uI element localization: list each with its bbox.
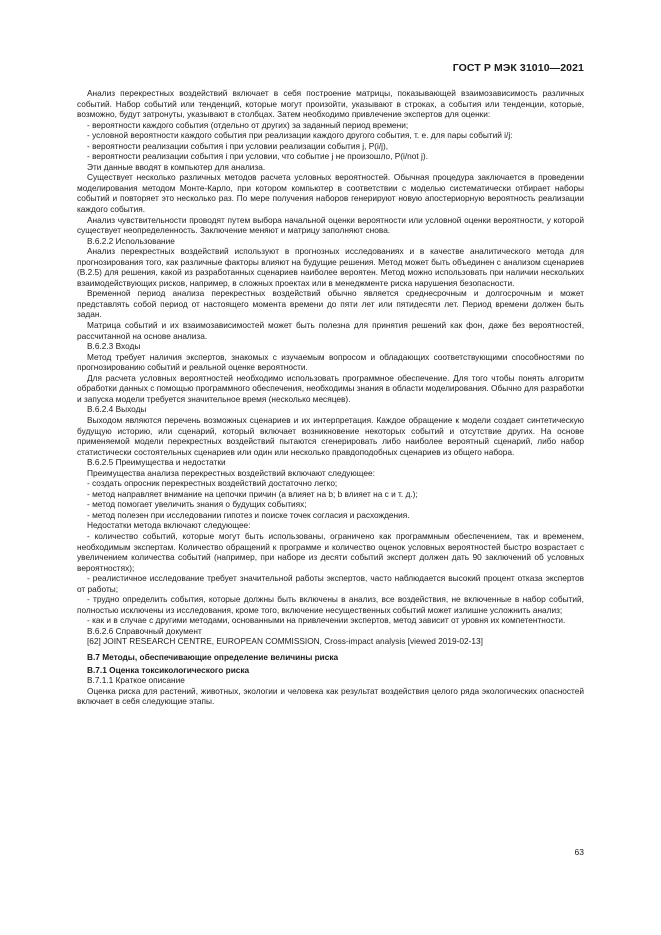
list-item: - создать опросник перекрестных воздействий достаточно легко;: [87, 478, 338, 489]
paragraph: Существует несколько различных методов расчета условных вероятностей. Обычная процедура заключается в проведении моделирования методом Монте-Карло, при котором компьютер в соответствии с моделью систематически отбирает наборы событий и повторяет это несколько раз. По мере получения наборов генерируют новую апостериорную вероятность реализации каждого события.: [77, 172, 584, 215]
list-item: - условной вероятности каждого события при реализации каждого другого события, т. е. для пары событий i/j:: [87, 130, 513, 141]
paragraph: Анализ перекрестных воздействий включает в себя построение матрицы, показывающей взаимозависимость различных событий. Набор событий или тенденций, которые могут произойти, указывают в строках, а события или тенденции, которые, возможно, будут затронуты, указывают в столбцах. Затем необходимо привлечение экспертов для оценки:: [77, 88, 584, 120]
section-heading-b71: В.7.1 Оценка токсикологического риска: [87, 664, 250, 675]
paragraph: Недостатки метода включают следующее:: [87, 520, 251, 531]
list-item: - метод помогает увеличить знания о будущих событиях;: [87, 499, 307, 510]
subsection-heading: В.6.2.3 Входы: [87, 341, 141, 352]
page-number: 63: [574, 847, 584, 857]
paragraph: Анализ перекрестных воздействий используют в прогнозных исследованиях и в качестве аналитического метода для прогнозирования того, как различные факторы влияют на будущие решения. Метод может быть объединен с анализом сценариев (В.2.5) для решения, какой из разработанных сценариев наиболее вероятен. Метод можно использовать при наличии нескольких взаимодействующих рисков, например, в сложных проектах или в менеджменте риска нарушения безопасности.: [77, 246, 584, 288]
reference-entry: [62] JOINT RESEARCH CENTRE, EUROPEAN COMMISSION, Cross-impact analysis [viewed 2019-02-13]: [87, 636, 483, 647]
list-item: - как и в случае с другими методами, основанными на привлечении экспертов, метод зависит от уровня их компетентности.: [87, 615, 566, 626]
subsection-heading: В.6.2.4 Выходы: [87, 404, 147, 415]
list-item: - метод полезен при исследовании гипотез и поиске точек согласия и расхождения.: [87, 509, 410, 520]
paragraph: Эти данные вводят в компьютер для анализа.: [87, 161, 266, 172]
document-body: [77, 82, 584, 707]
subsection-heading: В.6.2.5 Преимущества и недостатки: [87, 457, 226, 468]
list-item: - вероятности реализации события i при условии реализации события j, P(i/j),: [87, 140, 389, 151]
standard-header: ГОСТ Р МЭК 31010—2021: [452, 62, 584, 74]
paragraph: Метод требует наличия экспертов, знакомых с изучаемым вопросом и обладающих соответствующими способностями по прогнозированию событий и реальной оценке вероятности.: [77, 351, 584, 373]
paragraph: Анализ чувствительности проводят путем выбора начальной оценки вероятности или условной оценки вероятности, у которой существует неопределенность. Заключение меняют и матрицу заполняют снова.: [77, 214, 584, 236]
subsection-heading: В.7.1.1 Краткое описание: [87, 675, 185, 686]
list-item: - метод направляет внимание на цепочки причин (a влияет на b; b влияет на c и т. д.);: [87, 488, 418, 499]
paragraph: Выходом являются перечень возможных сценариев и их интерпретация. Каждое обращение к модели создает синтетическую будущую историю, или сценарий, который включает возникновение некоторых событий и отсутствие других. На основе применяемой модели перекрестных воздействий пытаются сгенерировать либо наиболее вероятный сценарий, либо набор статистически состоятельных сценариев или один или несколько правдоподобных сценариев из общего набора.: [77, 414, 584, 457]
paragraph: Преимущества анализа перекрестных воздействий включают следующее:: [87, 467, 375, 478]
list-item: - вероятности реализации события i при условии, что событие j не произошло, P(i/not j).: [87, 151, 428, 162]
list-item: - вероятности каждого события (отдельно от других) за заданный период времени;: [87, 119, 409, 130]
paragraph: Матрица событий и их взаимозависимостей может быть полезна для принятия решений как фон, даже без вероятностей, рассчитанной на основе анализа.: [77, 320, 584, 341]
paragraph: Для расчета условных вероятностей необходимо использовать программное обеспечение. Для того чтобы понять алгоритм обработки данных с помощью программного обеспечения, необходимы знания в области моделирования. Обычно для разработки и запуска модели требуется значительное время (несколько месяцев).: [77, 372, 584, 404]
subsection-heading: В.6.2.2 Использование: [87, 235, 175, 246]
list-item: - реалистичное исследование требует значительной работы экспертов, часто наблюдается высокий процент отказа экспертов от работы;: [77, 573, 584, 594]
list-item: - трудно определить события, которые должны быть включены в анализ, все воздействия, не включенные в набор событий, полностью исключены из исследования, кроме того, включение несущественных событий может излишне усложнить анализ;: [77, 594, 584, 615]
paragraph: Оценка риска для растений, животных, экологии и человека как результат воздействия целого ряда экологических опасностей включает в себя следующие этапы.: [77, 685, 584, 707]
paragraph: Временной период анализа перекрестных воздействий обычно является среднесрочным и долгосрочным и может представлять собой период от настоящего момента времени до пяти лет или пятидесяти лет. Период времени должен быть задан.: [77, 288, 584, 320]
subsection-heading: В.6.2.6 Справочный документ: [87, 625, 202, 636]
section-heading-b7: В.7 Методы, обеспечивающие определение величины риска: [87, 651, 339, 662]
list-item: - количество событий, которые могут быть использованы, ограничено как программным обеспечением, так и временем, необходимым экспертам. Количество обращений к программе и количество оценок условных вероятностей быстро возрастает с увеличением количества событий (например, при наборе из десяти событий эксперт должен дать 90 заключений об условных вероятностях);: [77, 530, 584, 573]
